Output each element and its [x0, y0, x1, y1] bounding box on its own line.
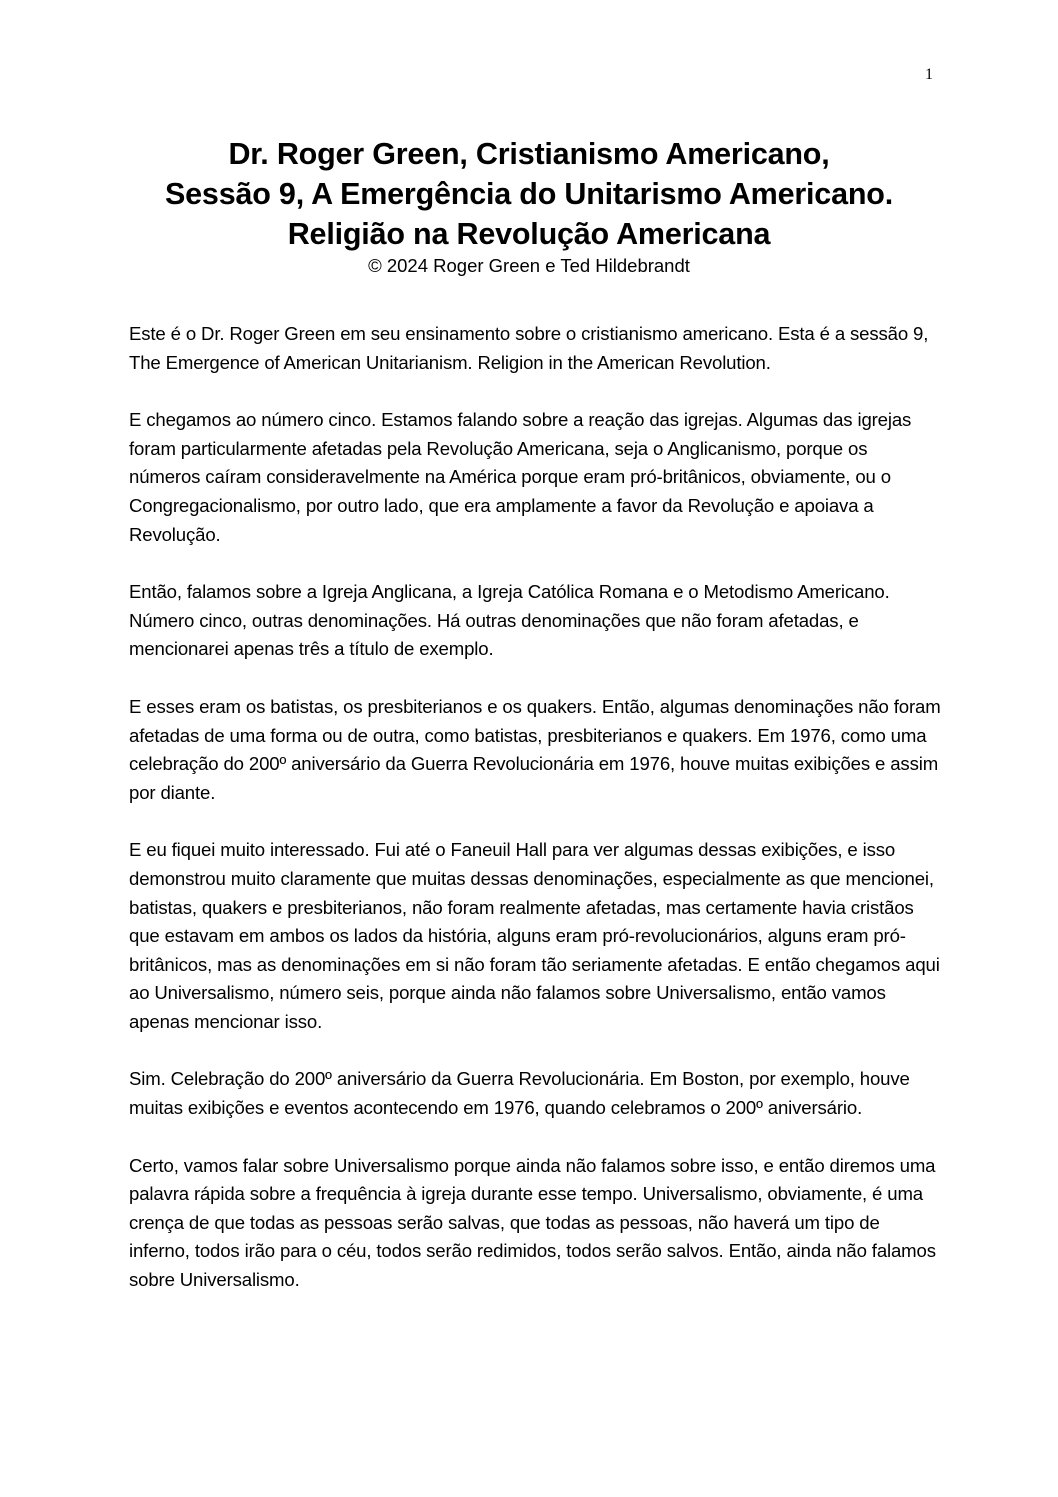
paragraph-2: E chegamos ao número cinco. Estamos falando sobre a reação das igrejas. Algumas das igrejas foram particularmente afetadas pela Revolução Americana, seja o Anglicanismo, porque os números caíram consideravelmente na América porque eram pró-britânicos, obviamente, ou o Congregacionalismo, por outro lado, que era amplamente a favor da Revolução e apoiava a Revolução. — [129, 409, 912, 545]
paragraph-7: Certo, vamos falar sobre Universalismo porque ainda não falamos sobre isso, e então diremos uma palavra rápida sobre a frequência à igreja durante esse tempo. Universalismo, obviamente, é uma crença de que todas as pessoas serão salvas, que todas as pessoas, não haverá um tipo de inferno, todos irão para o céu, todos serão redimidos, todos serão salvos. Então, ainda não falamos sobre Universalismo. — [129, 1154, 936, 1291]
title-block — [100, 134, 958, 278]
title-line-1: Dr. Roger Green, Cristianismo Americano, — [228, 137, 830, 171]
paragraph-3: Então, falamos sobre a Igreja Anglicana, a Igreja Católica Romana e o Metodismo Americano. Número cinco, outras denominações. Há outras denominações que não foram afetadas, e mencionarei apenas três a título de exemplo. — [129, 581, 890, 660]
paragraph-1: Este é o Dr. Roger Green em seu ensinamento sobre o cristianismo americano. Esta é a sessão 9, The Emergence of American Unitarianism. Religion in the American Revolution. — [129, 323, 929, 373]
paragraph-5: E eu fiquei muito interessado. Fui até o Faneuil Hall para ver algumas dessas exibições, e isso demonstrou muito claramente que muitas dessas denominações, especialmente as que mencionei, batistas, quakers e presbiterianos, não foram realmente afetadas, mas certamente havia cristãos que estavam em ambos os lados da história, alguns eram pró-revolucionários, alguns eram pró-britânicos, mas as denominações em si não foram tão seriamente afetadas. E então chegamos aqui ao Universalismo, número seis, porque ainda não falamos sobre Universalismo, então vamos apenas mencionar isso. — [129, 839, 940, 1032]
page-number: 1 — [925, 66, 933, 83]
paragraph-6: Sim. Celebração do 200º aniversário da Guerra Revolucionária. Em Boston, por exemplo, houve muitas exibições e eventos acontecendo em 1976, quando celebramos o 200º aniversário. — [129, 1068, 910, 1119]
paragraph-4: E esses eram os batistas, os presbiterianos e os quakers. Então, algumas denominações não foram afetadas de uma forma ou de outra, como batistas, presbiterianos e quakers. Em 1976, como uma celebração do 200º aniversário da Guerra Revolucionária em 1976, houve muitas exibições e assim por diante. — [129, 695, 941, 803]
copyright-line: © 2024 Roger Green e Ted Hildebrandt — [368, 255, 690, 276]
body-text — [129, 320, 941, 1324]
title-line-2: Sessão 9, A Emergência do Unitarismo Americano. — [165, 177, 893, 211]
title-line-3: Religião na Revolução Americana — [287, 217, 771, 251]
